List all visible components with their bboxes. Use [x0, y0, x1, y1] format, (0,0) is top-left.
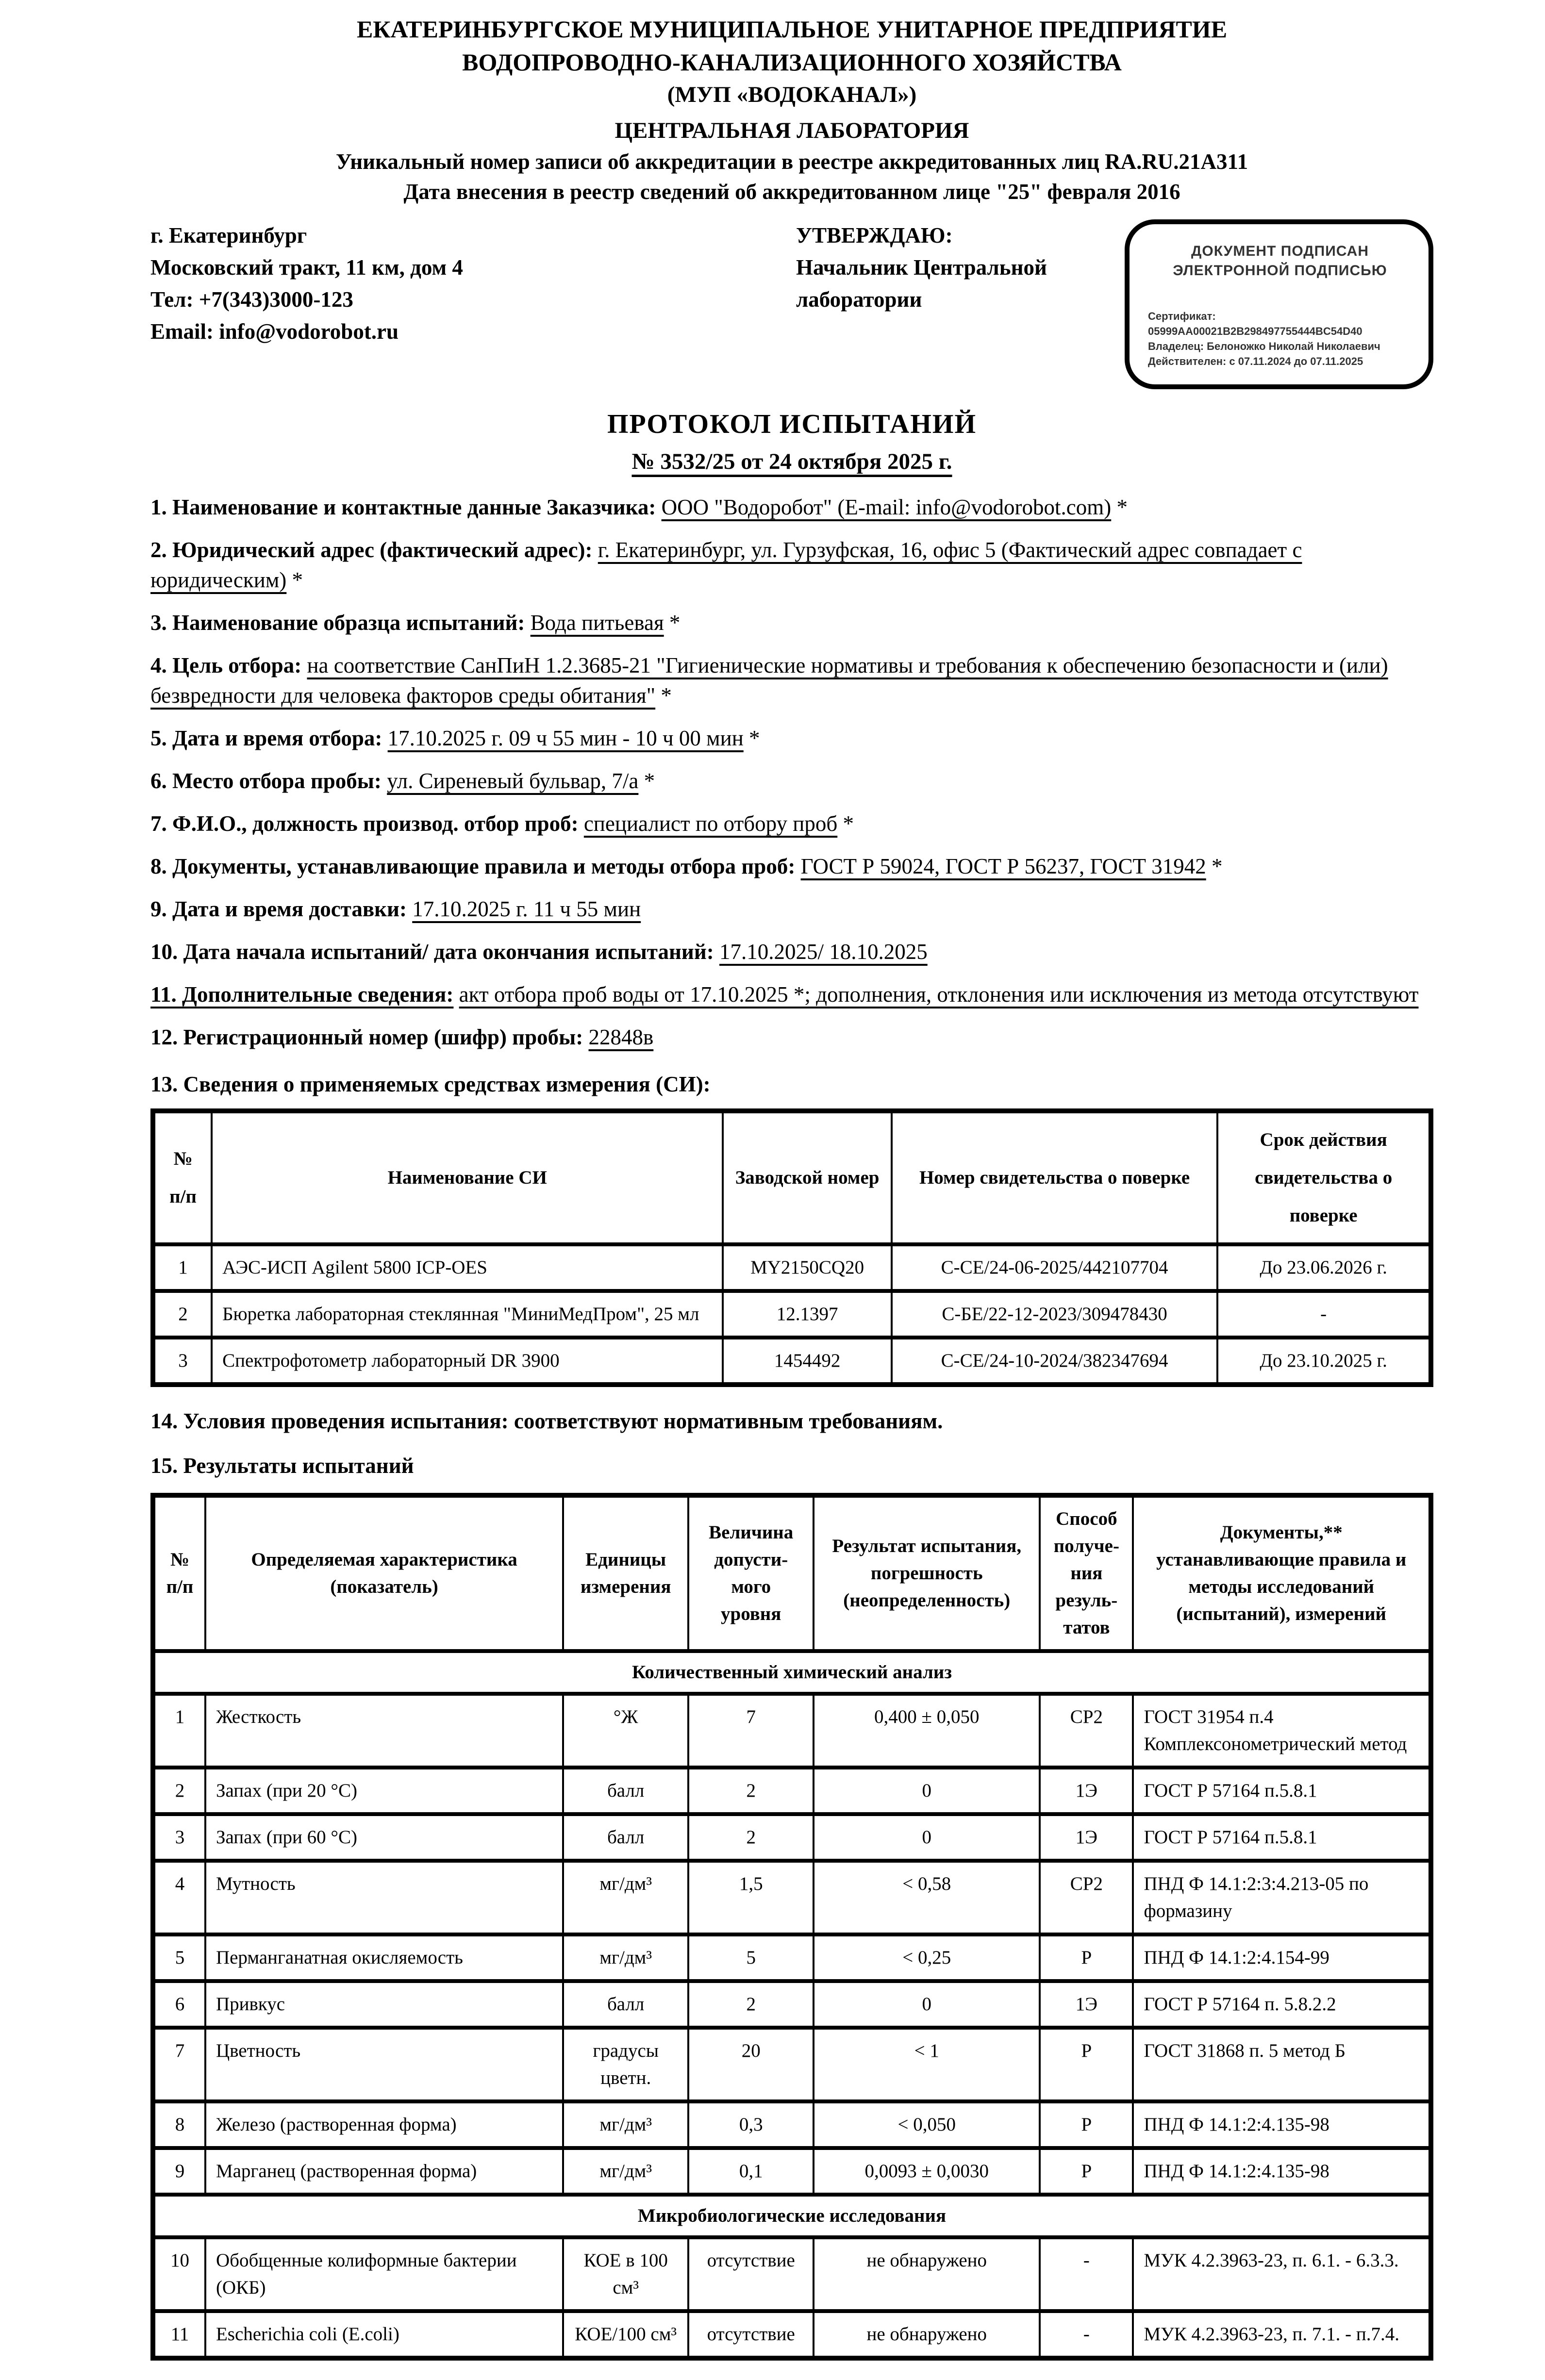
item-5-star: *	[749, 726, 760, 750]
result-11-limit: отсутствие	[688, 2311, 814, 2358]
document-number	[150, 448, 1433, 475]
result-10-doc: МУК 4.2.3963-23, п. 6.1. - 6.3.3.	[1133, 2237, 1431, 2311]
contact-phone: Тел: +7(343)3000-123	[150, 287, 353, 312]
result-9-name: Марганец (растворенная форма)	[205, 2148, 563, 2195]
result-2-name: Запах (при 20 °С)	[205, 1768, 563, 1814]
result-10-num: 10	[153, 2237, 205, 2311]
result-8-limit: 0,3	[688, 2101, 814, 2148]
result-2-unit: балл	[563, 1768, 688, 1814]
table-row	[153, 1934, 1431, 1981]
org-name-line-1: ЕКАТЕРИНБУРГСКОЕ МУНИЦИПАЛЬНОЕ УНИТАРНОЕ ПРЕДПРИЯТИЕ	[356, 16, 1228, 43]
item-1-star: *	[1116, 495, 1128, 519]
digital-signature-stamp	[1125, 219, 1433, 389]
item-5-label: 5. Дата и время отбора:	[150, 726, 382, 750]
item-6-star: *	[644, 769, 655, 793]
result-2-num: 2	[153, 1768, 205, 1814]
result-9-result: 0,0093 ± 0,0030	[814, 2148, 1040, 2195]
result-8-name: Железо (растворенная форма)	[205, 2101, 563, 2148]
item-12-label: 12. Регистрационный номер (шифр) пробы:	[150, 1025, 583, 1049]
stamp-title-line-1: ДОКУМЕНТ ПОДПИСАН	[1191, 243, 1369, 259]
si-row-1-cert: С-СЕ/24-06-2025/442107704	[892, 1244, 1217, 1291]
table-row	[153, 2148, 1431, 2195]
contact-city: г. Екатеринбург	[150, 223, 307, 248]
result-10-limit: отсутствие	[688, 2237, 814, 2311]
result-8-unit: мг/дм³	[563, 2101, 688, 2148]
result-3-unit: балл	[563, 1814, 688, 1861]
si-row-3-num: 3	[153, 1338, 212, 1385]
item-9-label: 9. Дата и время доставки:	[150, 897, 407, 921]
result-7-unit: градусы цветн.	[563, 2028, 688, 2101]
contact-address: Московский тракт, 11 км, дом 4	[150, 255, 463, 280]
item-10-label: 10. Дата начала испытаний/ дата окончания испытаний:	[150, 940, 714, 964]
result-9-unit: мг/дм³	[563, 2148, 688, 2195]
result-3-doc: ГОСТ Р 57164 п.5.8.1	[1133, 1814, 1431, 1861]
approval-title: УТВЕРЖДАЮ:	[796, 223, 953, 248]
item-3-label: 3. Наименование образца испытаний:	[150, 611, 525, 635]
result-7-limit: 20	[688, 2028, 814, 2101]
item-2-label: 2. Юридический адрес (фактический адрес):	[150, 538, 593, 562]
si-row-2-valid: -	[1217, 1291, 1431, 1338]
item-7-star: *	[843, 811, 854, 836]
item-1-value: ООО "Водоробот" (E-mail: info@vodorobot.com)	[661, 495, 1112, 519]
result-10-name: Обобщенные колиформные бактерии (ОКБ)	[205, 2237, 563, 2311]
result-11-num: 11	[153, 2311, 205, 2358]
table-row	[153, 1338, 1431, 1385]
result-5-method: Р	[1040, 1934, 1133, 1981]
results-table	[150, 1493, 1433, 2361]
si-table	[150, 1108, 1433, 1387]
stamp-certificate: Сертификат: 05999AA00021B2B298497755444BC54D40	[1148, 310, 1362, 337]
item-4-star: *	[661, 683, 672, 708]
results-header-limit: Величина допусти- мого уровня	[688, 1495, 814, 1651]
table-row	[153, 1244, 1431, 1291]
item-6-label: 6. Место отбора пробы:	[150, 769, 382, 793]
result-11-name: Escherichia coli (E.coli)	[205, 2311, 563, 2358]
item-8-value: ГОСТ Р 59024, ГОСТ Р 56237, ГОСТ 31942	[800, 854, 1206, 878]
approval-position-line-2: лаборатории	[796, 287, 922, 312]
si-row-3-cert: С-СЕ/24-10-2024/382347694	[892, 1338, 1217, 1385]
item-1	[150, 492, 1433, 522]
result-6-limit: 2	[688, 1981, 814, 2028]
si-row-2-cert: С-БЕ/22-12-2023/309478430	[892, 1291, 1217, 1338]
si-row-1-name: АЭС-ИСП Agilent 5800 ICP-OES	[212, 1244, 723, 1291]
stamp-title	[1148, 242, 1412, 281]
result-10-method: -	[1040, 2237, 1133, 2311]
item-9-value: 17.10.2025 г. 11 ч 55 мин	[412, 897, 641, 921]
stamp-title-line-2: ЭЛЕКТРОННОЙ ПОДПИСЬЮ	[1173, 263, 1387, 279]
item-4-label: 4. Цель отбора:	[150, 653, 302, 678]
result-11-result: не обнаружено	[814, 2311, 1040, 2358]
result-1-method: СР2	[1040, 1694, 1133, 1768]
si-header-num: № п/п	[153, 1111, 212, 1244]
result-7-result: < 1	[814, 2028, 1040, 2101]
result-11-unit: КОЕ/100 см³	[563, 2311, 688, 2358]
si-row-2-num: 2	[153, 1291, 212, 1338]
stamp-owner: Владелец: Белоножко Николай Николаевич	[1148, 340, 1380, 352]
item-8-star: *	[1211, 854, 1223, 878]
item-6-value: ул. Сиреневый бульвар, 7/а	[387, 769, 639, 793]
item-3-star: *	[669, 611, 681, 635]
lab-name: ЦЕНТРАЛЬНАЯ ЛАБОРАТОРИЯ	[615, 118, 969, 143]
result-3-name: Запах (при 60 °С)	[205, 1814, 563, 1861]
result-8-result: < 0,050	[814, 2101, 1040, 2148]
items-list	[150, 492, 1433, 1052]
result-11-doc: МУК 4.2.3963-23, п. 7.1. - п.7.4.	[1133, 2311, 1431, 2358]
result-5-num: 5	[153, 1934, 205, 1981]
results-group-chemical-label: Количественный химический анализ	[153, 1651, 1431, 1694]
result-5-doc: ПНД Ф 14.1:2:4.154-99	[1133, 1934, 1431, 1981]
results-group-microbiology	[153, 2195, 1431, 2237]
table-row	[153, 1981, 1431, 2028]
results-header-num: № п/п	[153, 1495, 205, 1651]
result-2-limit: 2	[688, 1768, 814, 1814]
result-10-result: не обнаружено	[814, 2237, 1040, 2311]
item-1-label: 1. Наименование и контактные данные Заказчика:	[150, 495, 656, 519]
si-header-name: Наименование СИ	[212, 1111, 723, 1244]
item-8-label: 8. Документы, устанавливающие правила и методы отбора проб:	[150, 854, 796, 878]
item-2-star: *	[292, 568, 303, 592]
table-row	[153, 1291, 1431, 1338]
result-3-result: 0	[814, 1814, 1040, 1861]
result-3-num: 3	[153, 1814, 205, 1861]
result-6-num: 6	[153, 1981, 205, 2028]
si-row-1-valid: До 23.06.2026 г.	[1217, 1244, 1431, 1291]
result-9-num: 9	[153, 2148, 205, 2195]
results-header-method: Способ получе- ния резуль- татов	[1040, 1495, 1133, 1651]
item-9	[150, 894, 1433, 924]
result-6-doc: ГОСТ Р 57164 п. 5.8.2.2	[1133, 1981, 1431, 2028]
result-7-method: Р	[1040, 2028, 1133, 2101]
result-1-name: Жесткость	[205, 1694, 563, 1768]
result-1-result: 0,400 ± 0,050	[814, 1694, 1040, 1768]
result-4-name: Мутность	[205, 1861, 563, 1934]
item-2	[150, 535, 1433, 595]
results-group-chemical	[153, 1651, 1431, 1694]
table-row	[153, 1768, 1431, 1814]
result-9-doc: ПНД Ф 14.1:2:4.135-98	[1133, 2148, 1431, 2195]
si-row-3-name: Спектрофотометр лабораторный DR 3900	[212, 1338, 723, 1385]
conditions-line: 14. Условия проведения испытания: соответствуют нормативным требованиям.	[150, 1409, 943, 1433]
item-4	[150, 650, 1433, 711]
item-8	[150, 851, 1433, 881]
results-header-row	[153, 1495, 1431, 1651]
info-row	[150, 219, 1433, 389]
si-row-2-serial: 12.1397	[723, 1291, 892, 1338]
result-9-limit: 0,1	[688, 2148, 814, 2195]
si-row-1-serial: MY2150CQ20	[723, 1244, 892, 1291]
result-7-doc: ГОСТ 31868 п. 5 метод Б	[1133, 2028, 1431, 2101]
si-row-3-serial: 1454492	[723, 1338, 892, 1385]
result-3-method: 1Э	[1040, 1814, 1133, 1861]
stamp-wrap	[1107, 219, 1433, 389]
item-2-value: г. Екатеринбург, ул. Гурзуфская, 16, офис 5 (Фактический адрес совпадает с юридическим)	[150, 538, 1302, 592]
si-row-3-valid: До 23.10.2025 г.	[1217, 1338, 1431, 1385]
approval-block	[796, 219, 1107, 389]
si-header-serial: Заводской номер	[723, 1111, 892, 1244]
accreditation-number: Уникальный номер записи об аккредитации в реестре аккредитованных лиц RA.RU.21А311	[335, 149, 1248, 174]
result-4-unit: мг/дм³	[563, 1861, 688, 1934]
table-row	[153, 1814, 1431, 1861]
result-8-method: Р	[1040, 2101, 1133, 2148]
si-section-label: 13. Сведения о применяемых средствах измерения (СИ):	[150, 1072, 711, 1096]
result-2-method: 1Э	[1040, 1768, 1133, 1814]
contact-email: Email: info@vodorobot.ru	[150, 319, 399, 344]
item-11-label: 11. Дополнительные сведения:	[150, 982, 454, 1007]
results-group-microbiology-label: Микробиологические исследования	[153, 2195, 1431, 2237]
item-11	[150, 979, 1433, 1009]
result-4-result: < 0,58	[814, 1861, 1040, 1934]
result-6-result: 0	[814, 1981, 1040, 2028]
result-6-method: 1Э	[1040, 1981, 1133, 2028]
result-1-doc: ГОСТ 31954 п.4 Комплексонометрический метод	[1133, 1694, 1431, 1768]
si-header-valid: Срок действия свидетельства о поверке	[1217, 1111, 1431, 1244]
item-10-value: 17.10.2025/ 18.10.2025	[719, 940, 928, 964]
result-4-num: 4	[153, 1861, 205, 1934]
result-5-limit: 5	[688, 1934, 814, 1981]
stamp-certificate-block	[1148, 309, 1412, 369]
item-7-value: специалист по отбору проб	[583, 811, 838, 836]
table-row	[153, 2237, 1431, 2311]
result-5-result: < 0,25	[814, 1934, 1040, 1981]
results-header-characteristic: Определяемая характеристика (показатель)	[205, 1495, 563, 1651]
org-name-line-3: (МУП «ВОДОКАНАЛ»)	[667, 82, 917, 107]
si-row-1-num: 1	[153, 1244, 212, 1291]
result-4-limit: 1,5	[688, 1861, 814, 1934]
si-row-2-name: Бюретка лабораторная стеклянная "МиниМедПром", 25 мл	[212, 1291, 723, 1338]
item-10	[150, 937, 1433, 967]
result-9-method: Р	[1040, 2148, 1133, 2195]
item-5	[150, 723, 1433, 753]
result-7-num: 7	[153, 2028, 205, 2101]
result-3-limit: 2	[688, 1814, 814, 1861]
result-4-doc: ПНД Ф 14.1:2:3:4.213-05 по формазину	[1133, 1861, 1431, 1934]
result-5-name: Перманганатная окисляемость	[205, 1934, 563, 1981]
item-12-value: 22848в	[588, 1025, 654, 1049]
item-3-value: Вода питьевая	[530, 611, 664, 635]
stamp-validity: Действителен: с 07.11.2024 до 07.11.2025	[1148, 355, 1363, 367]
document-title: ПРОТОКОЛ ИСПЫТАНИЙ	[607, 409, 977, 439]
item-11-value: акт отбора проб воды от 17.10.2025 *; дополнения, отклонения или исключения из метода отсутствуют	[459, 982, 1419, 1007]
result-4-method: СР2	[1040, 1861, 1133, 1934]
result-2-doc: ГОСТ Р 57164 п.5.8.1	[1133, 1768, 1431, 1814]
result-1-unit: °Ж	[563, 1694, 688, 1768]
result-1-num: 1	[153, 1694, 205, 1768]
result-7-name: Цветность	[205, 2028, 563, 2101]
result-10-unit: КОЕ в 100 см³	[563, 2237, 688, 2311]
result-11-method: -	[1040, 2311, 1133, 2358]
table-row	[153, 2101, 1431, 2148]
result-5-unit: мг/дм³	[563, 1934, 688, 1981]
document-number-text: № 3532/25 от 24 октября 2025 г.	[631, 449, 952, 474]
results-header-result: Результат испытания, погрешность (неопределенность)	[814, 1495, 1040, 1651]
result-8-doc: ПНД Ф 14.1:2:4.135-98	[1133, 2101, 1431, 2148]
item-7	[150, 809, 1433, 839]
table-row	[153, 2028, 1431, 2101]
result-6-unit: балл	[563, 1981, 688, 2028]
si-header-row	[153, 1111, 1431, 1244]
org-name-line-2: ВОДОПРОВОДНО-КАНАЛИЗАЦИОННОГО ХОЗЯЙСТВА	[462, 49, 1122, 76]
results-header-docs: Документы,** устанавливающие правила и методы исследований (испытаний), измерений	[1133, 1495, 1431, 1651]
results-section-label: 15. Результаты испытаний	[150, 1454, 414, 1478]
item-4-value: на соответствие СанПиН 1.2.3685-21 "Гигиенические нормативы и требования к обеспечению безопасности и (или) безвредности для человека факторов среды обитания"	[150, 653, 1388, 708]
item-12	[150, 1022, 1433, 1052]
table-row	[153, 1861, 1431, 1934]
si-header-cert: Номер свидетельства о поверке	[892, 1111, 1217, 1244]
result-6-name: Привкус	[205, 1981, 563, 2028]
approval-position-line-1: Начальник Центральной	[796, 255, 1047, 280]
table-row	[153, 1694, 1431, 1768]
item-3	[150, 608, 1433, 638]
result-1-limit: 7	[688, 1694, 814, 1768]
results-header-units: Единицы измерения	[563, 1495, 688, 1651]
item-6	[150, 766, 1433, 796]
organization-header	[150, 13, 1433, 207]
contact-block	[150, 219, 796, 389]
result-2-result: 0	[814, 1768, 1040, 1814]
result-8-num: 8	[153, 2101, 205, 2148]
accreditation-date: Дата внесения в реестр сведений об аккредитованном лице "25" февраля 2016	[403, 180, 1180, 204]
item-7-label: 7. Ф.И.О., должность производ. отбор проб:	[150, 811, 579, 836]
table-row	[153, 2311, 1431, 2358]
item-5-value: 17.10.2025 г. 09 ч 55 мин - 10 ч 00 мин	[387, 726, 744, 750]
